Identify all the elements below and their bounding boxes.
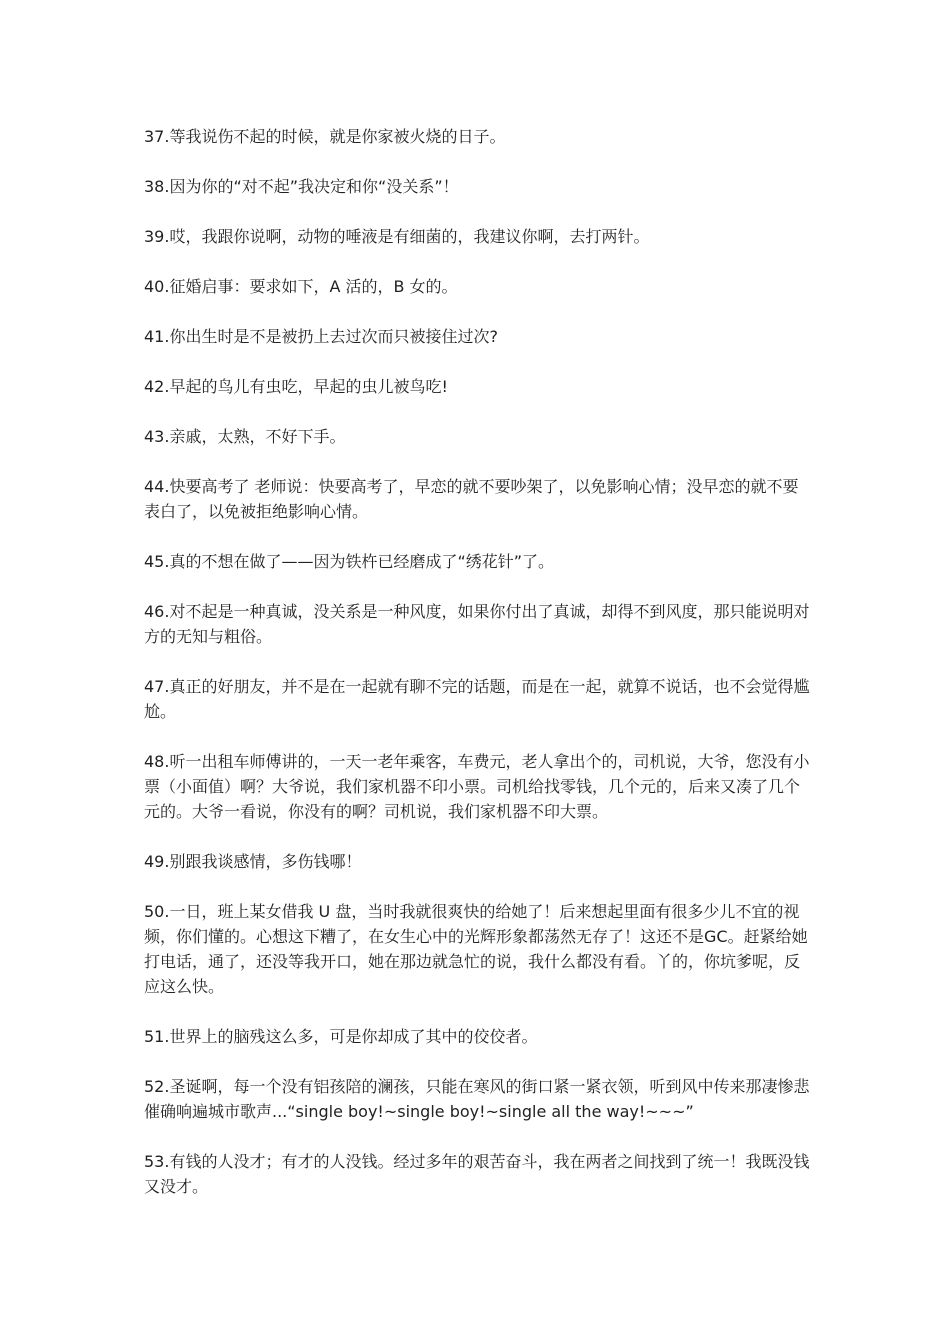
paragraph-49: 49.别跟我谈感情，多伤钱哪！ xyxy=(144,852,362,871)
paragraph-45: 45.真的不想在做了——因为铁杵已经磨成了“绣花针”了。 xyxy=(144,552,555,571)
paragraph-41: 41.你出生时是不是被扔上去过次而只被接住过次? xyxy=(144,327,498,346)
paragraph-42: 42.早起的鸟儿有虫吃，早起的虫儿被鸟吃! xyxy=(144,377,448,396)
paragraph-48: 48.听一出租车师傅讲的，一天一老年乘客，车费元，老人拿出个的，司机说，大爷，您没有小票（小面值）啊？大爷说，我们家机器不印小票。司机给找零钱，几个元的，后来又凑了几个元的。大爷一看说，你没有的啊？司机说，我们家机器不印大票。 xyxy=(144,752,810,821)
paragraph-47: 47.真正的好朋友，并不是在一起就有聊不完的话题，而是在一起，就算不说话，也不会觉得尴尬。 xyxy=(144,677,810,721)
paragraph-53: 53.有钱的人没才；有才的人没钱。经过多年的艰苦奋斗，我在两者之间找到了统一！我既没钱又没才。 xyxy=(144,1152,810,1196)
paragraph-44: 44.快要高考了 老师说：快要高考了，早恋的就不要吵架了，以免影响心情；没早恋的就不要表白了，以免被拒绝影响心情。 xyxy=(144,477,799,521)
paragraph-43: 43.亲戚，太熟，不好下手。 xyxy=(144,427,346,446)
paragraph-38: 38.因为你的“对不起”我决定和你“没关系”！ xyxy=(144,177,459,196)
paragraph-51: 51.世界上的脑残这么多，可是你却成了其中的佼佼者。 xyxy=(144,1027,538,1046)
paragraph-37: 37.等我说伤不起的时候，就是你家被火烧的日子。 xyxy=(144,127,506,146)
paragraph-52: 52.圣诞啊，每一个没有铝孩陪的澜孩，只能在寒风的街口紧一紧衣领，听到风中传来那凄惨悲催确响遍城市歌声...“single boy!~single boy!~single all the way!~~~” xyxy=(144,1077,810,1121)
document-body xyxy=(144,124,810,1224)
paragraph-39: 39.哎，我跟你说啊，动物的唾液是有细菌的，我建议你啊，去打两针。 xyxy=(144,227,650,246)
paragraph-40: 40.征婚启事：要求如下，A 活的，B 女的。 xyxy=(144,277,458,296)
paragraph-50: 50.一日，班上某女借我 U 盘，当时我就很爽快的给她了！后来想起里面有很多少儿不宜的视频，你们懂的。心想这下糟了，在女生心中的光辉形象都荡然无存了！这还不是GC。赶紧给她打电话，通了，还没等我开口，她在那边就急忙的说，我什么都没有看。丫的，你坑爹呢，反应这么快。 xyxy=(144,902,808,996)
paragraph-46: 46.对不起是一种真诚，没关系是一种风度，如果你付出了真诚，却得不到风度，那只能说明对方的无知与粗俗。 xyxy=(144,602,810,646)
